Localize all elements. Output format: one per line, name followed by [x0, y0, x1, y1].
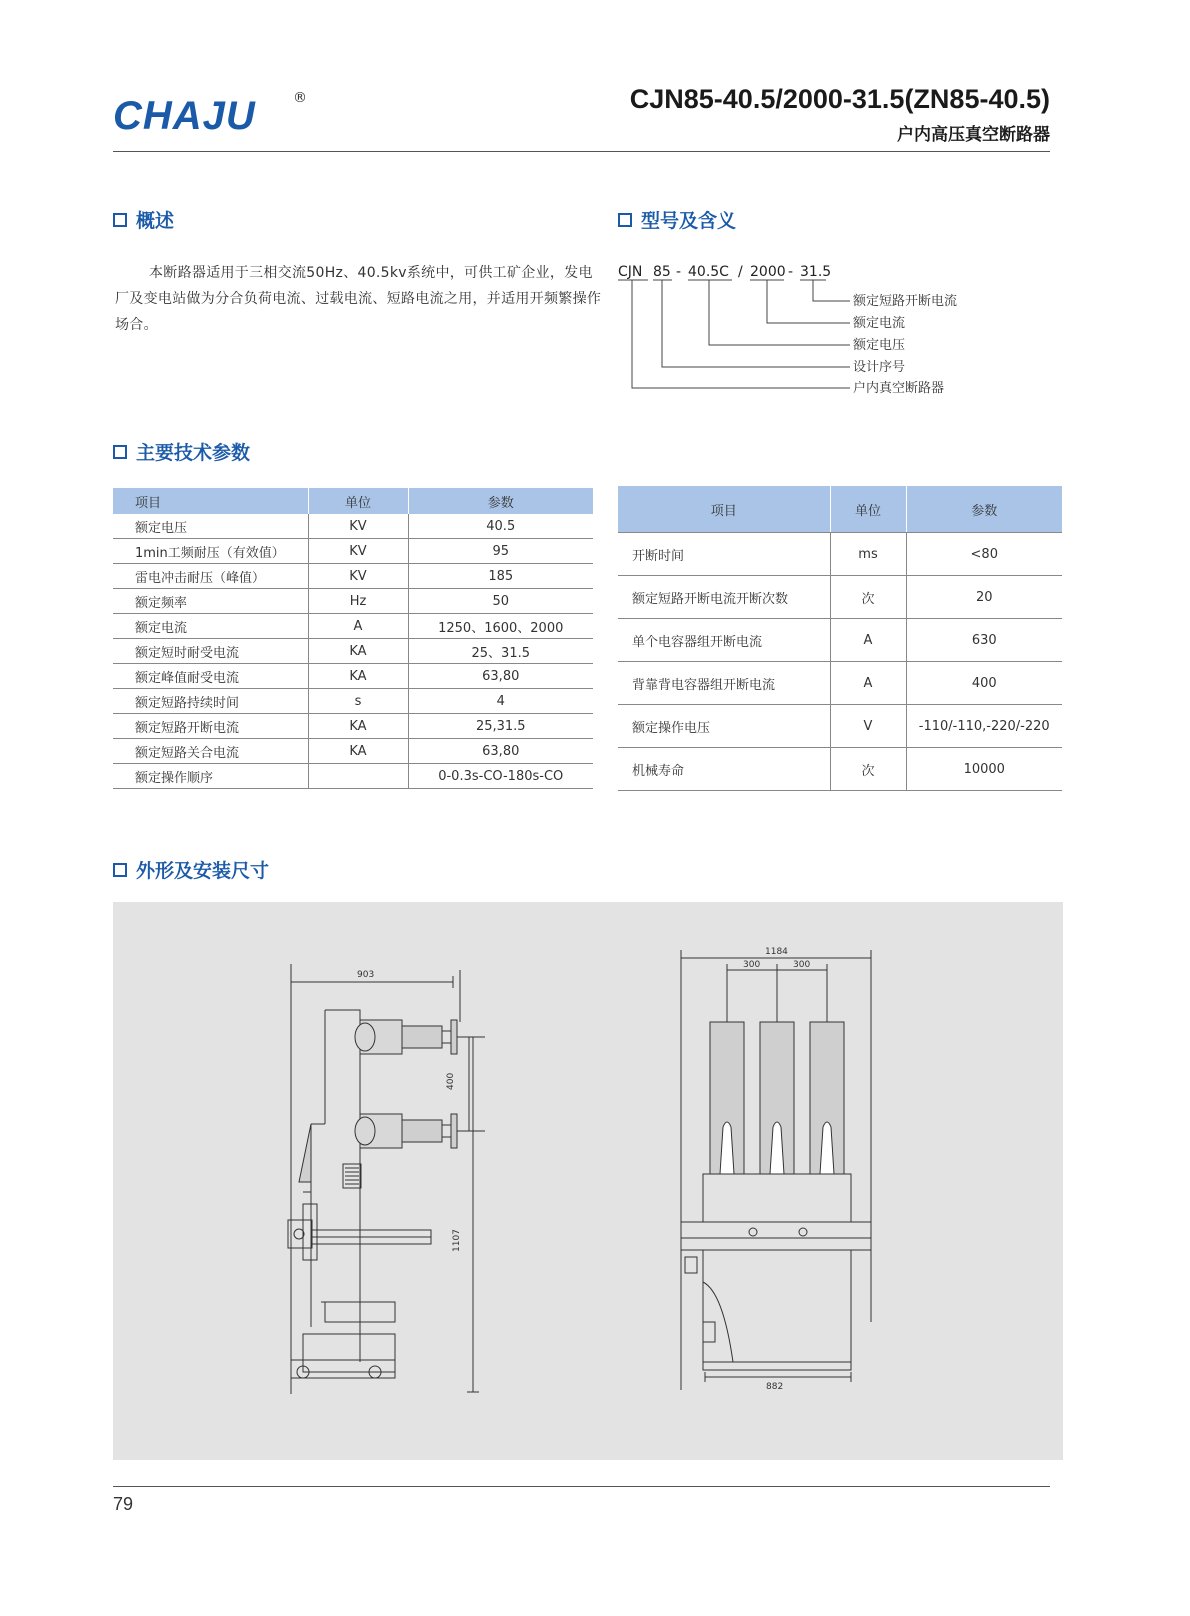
code-part: 85	[653, 264, 671, 280]
dim-label: 1107	[452, 1229, 462, 1252]
table-row: 额定操作顺序 0-0.3s-CO-180s-CO	[113, 764, 593, 789]
code-part: 40.5C	[688, 264, 729, 280]
table-row: 1min工频耐压（有效值） KV 95	[113, 539, 593, 564]
table-row: 额定短时耐受电流 KA 25、31.5	[113, 639, 593, 664]
dim-label: 1184	[765, 947, 788, 957]
dim-label: 300	[793, 960, 811, 970]
table-row: 额定电流 A 1250、1600、2000	[113, 614, 593, 639]
code-part: CJN	[618, 264, 643, 280]
section-tech-params: 主要技术参数	[113, 438, 250, 465]
overview-text: 本断路器适用于三相交流50Hz、40.5kv系统中，可供工矿企业，发电厂及变电站做为分合负荷电流、过载电流、短路电流之用，并适用开频繁操作场合。	[115, 265, 602, 333]
code-meaning: 户内真空断路器	[853, 381, 945, 396]
code-part: 31.5	[800, 264, 832, 280]
header-divider	[113, 151, 1050, 152]
table-header-row	[113, 488, 593, 514]
side-view-drawing	[288, 964, 485, 1394]
brand-name: CHAJU	[113, 94, 256, 138]
code-meaning: 额定电流	[853, 316, 906, 331]
dim-label: 903	[357, 970, 375, 980]
table-row: 雷电冲击耐压（峰值） KV 185	[113, 564, 593, 589]
table-row: 额定短路关合电流 KA 63,80	[113, 739, 593, 764]
column-header: 参数	[906, 486, 1062, 533]
table-row: 机械寿命 次 10000	[618, 748, 1062, 791]
section-dimensions: 外形及安装尺寸	[113, 856, 269, 883]
code-part: -	[676, 264, 682, 280]
column-header: 项目	[113, 488, 308, 514]
table-row: 开断时间 ms <80	[618, 533, 1062, 576]
code-meaning: 额定短路开断电流	[853, 294, 958, 309]
column-header: 项目	[618, 486, 830, 533]
section-model-meaning: 型号及含义	[618, 206, 736, 233]
page-number: 79	[113, 1494, 134, 1514]
table-row: 额定频率 Hz 50	[113, 589, 593, 614]
outline-drawing	[113, 902, 1063, 1460]
code-meaning: 设计序号	[853, 360, 906, 375]
dim-label: 400	[446, 1072, 456, 1090]
table-row: 单个电容器组开断电流 A 630	[618, 619, 1062, 662]
table-row: 额定短路开断电流开断次数 次 20	[618, 576, 1062, 619]
footer-divider	[113, 1486, 1050, 1487]
checkbox-square-icon	[113, 445, 127, 459]
code-part: -	[788, 264, 794, 280]
front-view-drawing	[681, 950, 871, 1390]
dim-label: 882	[766, 1382, 784, 1392]
code-part: /	[738, 264, 743, 280]
table-row: 额定电压 KV 40.5	[113, 514, 593, 539]
table-row: 额定操作电压 V -110/-110,-220/-220	[618, 705, 1062, 748]
model-code-diagram	[610, 258, 990, 408]
column-header: 单位	[830, 486, 906, 533]
column-header: 参数	[408, 488, 593, 514]
table-row: 额定峰值耐受电流 KA 63,80	[113, 664, 593, 689]
product-subtitle: 户内高压真空断路器	[897, 125, 1050, 145]
column-header: 单位	[308, 488, 408, 514]
product-model: CJN85-40.5/2000-31.5(ZN85-40.5)	[629, 84, 1050, 114]
tech-params-table-2	[618, 486, 1062, 791]
section-overview: 概述	[113, 206, 174, 233]
brand-logo	[113, 84, 313, 154]
tech-params-table-1	[113, 488, 593, 789]
table-row: 额定短路持续时间 s 4	[113, 689, 593, 714]
table-header-row	[618, 486, 1062, 533]
dimension-drawing-panel	[113, 902, 1063, 1460]
code-part: 2000	[750, 264, 786, 280]
table-row: 背靠背电容器组开断电流 A 400	[618, 662, 1062, 705]
table-row: 额定短路开断电流 KA 25,31.5	[113, 714, 593, 739]
code-meaning: 额定电压	[853, 338, 906, 353]
checkbox-square-icon	[113, 213, 127, 227]
dim-label: 300	[743, 960, 761, 970]
registered-mark: ®	[293, 90, 307, 106]
checkbox-square-icon	[618, 213, 632, 227]
checkbox-square-icon	[113, 863, 127, 877]
